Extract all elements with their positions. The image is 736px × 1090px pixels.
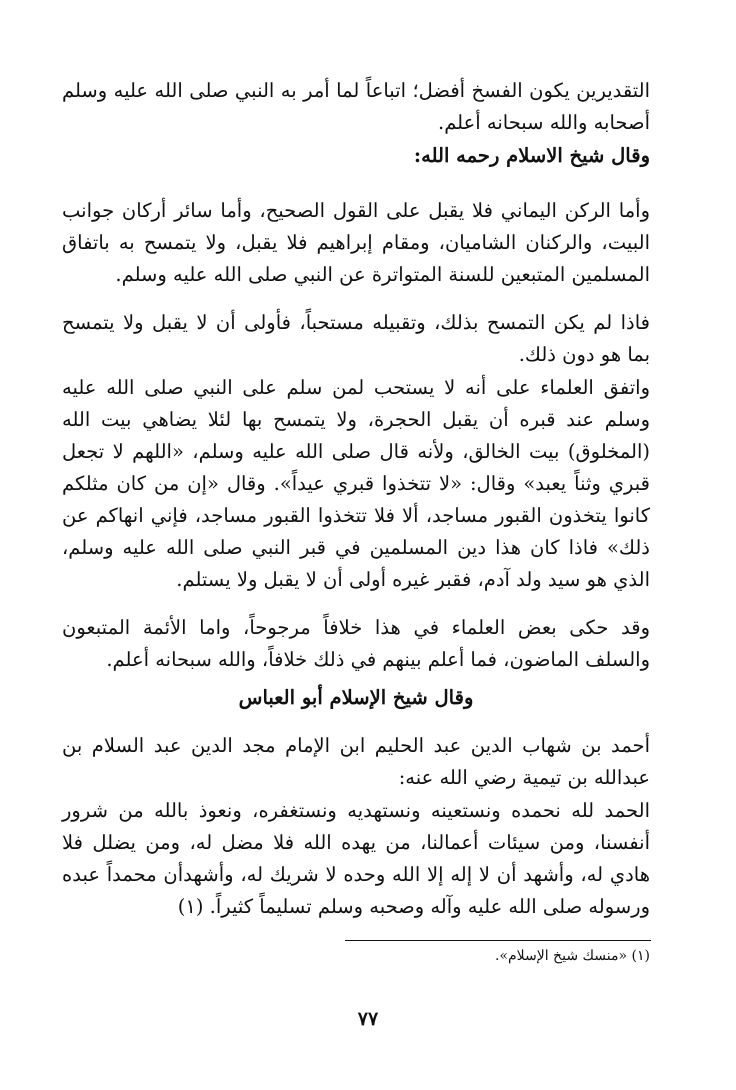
paragraph: وقد حكى بعض العلماء في هذا خلافاً مرجوحاً، واما الأئمة المتبعون والسلف الماضون، فما أعلم بينهم في ذلك خلافاً، والله سبحانه أعلم. bbox=[62, 616, 650, 671]
paragraph: التقديرين يكون الفسخ أفضل؛ اتباعاً لما أمر به النبي صلى الله عليه وسلم أصحابه والله سبحانه أعلم. bbox=[62, 79, 650, 134]
section-heading: وقال شيخ الإسلام أبو العباس bbox=[238, 686, 474, 709]
paragraph: فاذا لم يكن التمسح بذلك، وتقبيله مستحباً، فأولى أن لا يقبل ولا يتمسح بما هو دون ذلك. bbox=[62, 311, 650, 366]
section-heading: وقال شيخ الاسلام رحمه الله: bbox=[413, 144, 650, 167]
paragraph: وأما الركن اليماني فلا يقبل على القول الصحيح، وأما سائر أركان جوانب البيت، والركنان الشاميان، ومقام إبراهيم فلا يقبل، ولا يتمسح به باتفاق المسلمين المتبعين للسنة المتواترة عن النبي صلى الله عليه وسلم. bbox=[62, 199, 650, 286]
paragraph: الحمد لله نحمده ونستعينه ونستهديه ونستغفره، ونعوذ بالله من شرور أنفسنا، ومن سيئات أعمالنا، من يهده الله فلا مضل له، ومن يضلل فلا هادي له، وأشهد أن لا إله إلا الله وحده لا شريك له، وأشهدأن محمداً عبده ورسوله صلى الله عليه وآله وصحبه وسلم تسليماً كثيراً. (١) bbox=[62, 799, 650, 918]
paragraph: واتفق العلماء على أنه لا يستحب لمن سلم على النبي صلى الله عليه وسلم عند قبره أن يقبل الحجرة، ولا يتمسح بها لئلا يضاهي بيت الله (المخلوق) بيت الخالق، ولأنه قال صلى الله عليه وسلم، «اللهم لا تجعل قبري وثناً يعبد» وقال: «لا تتخذوا قبري عيداً». وقال «إن من كان مثلكم كانوا يتخذون القبور مساجد، ألا فلا تتخذوا القبور مساجد، فإني انهاكم عن ذلك» فاذا كان هذا دين المسلمين في قبر النبي صلى الله عليه وسلم، الذي هو سيد ولد آدم، فقبر غيره أولى أن لا يقبل ولا يستلم. bbox=[62, 376, 650, 591]
footnote-separator bbox=[345, 940, 651, 941]
footnote: (١) «منسك شيخ الإسلام». bbox=[494, 948, 650, 964]
page-number: ٧٧ bbox=[357, 1008, 379, 1030]
paragraph: أحمد بن شهاب الدين عبد الحليم ابن الإمام مجد الدين عبد السلام بن عبدالله بن تيمية رضي الله عنه: bbox=[62, 734, 650, 789]
